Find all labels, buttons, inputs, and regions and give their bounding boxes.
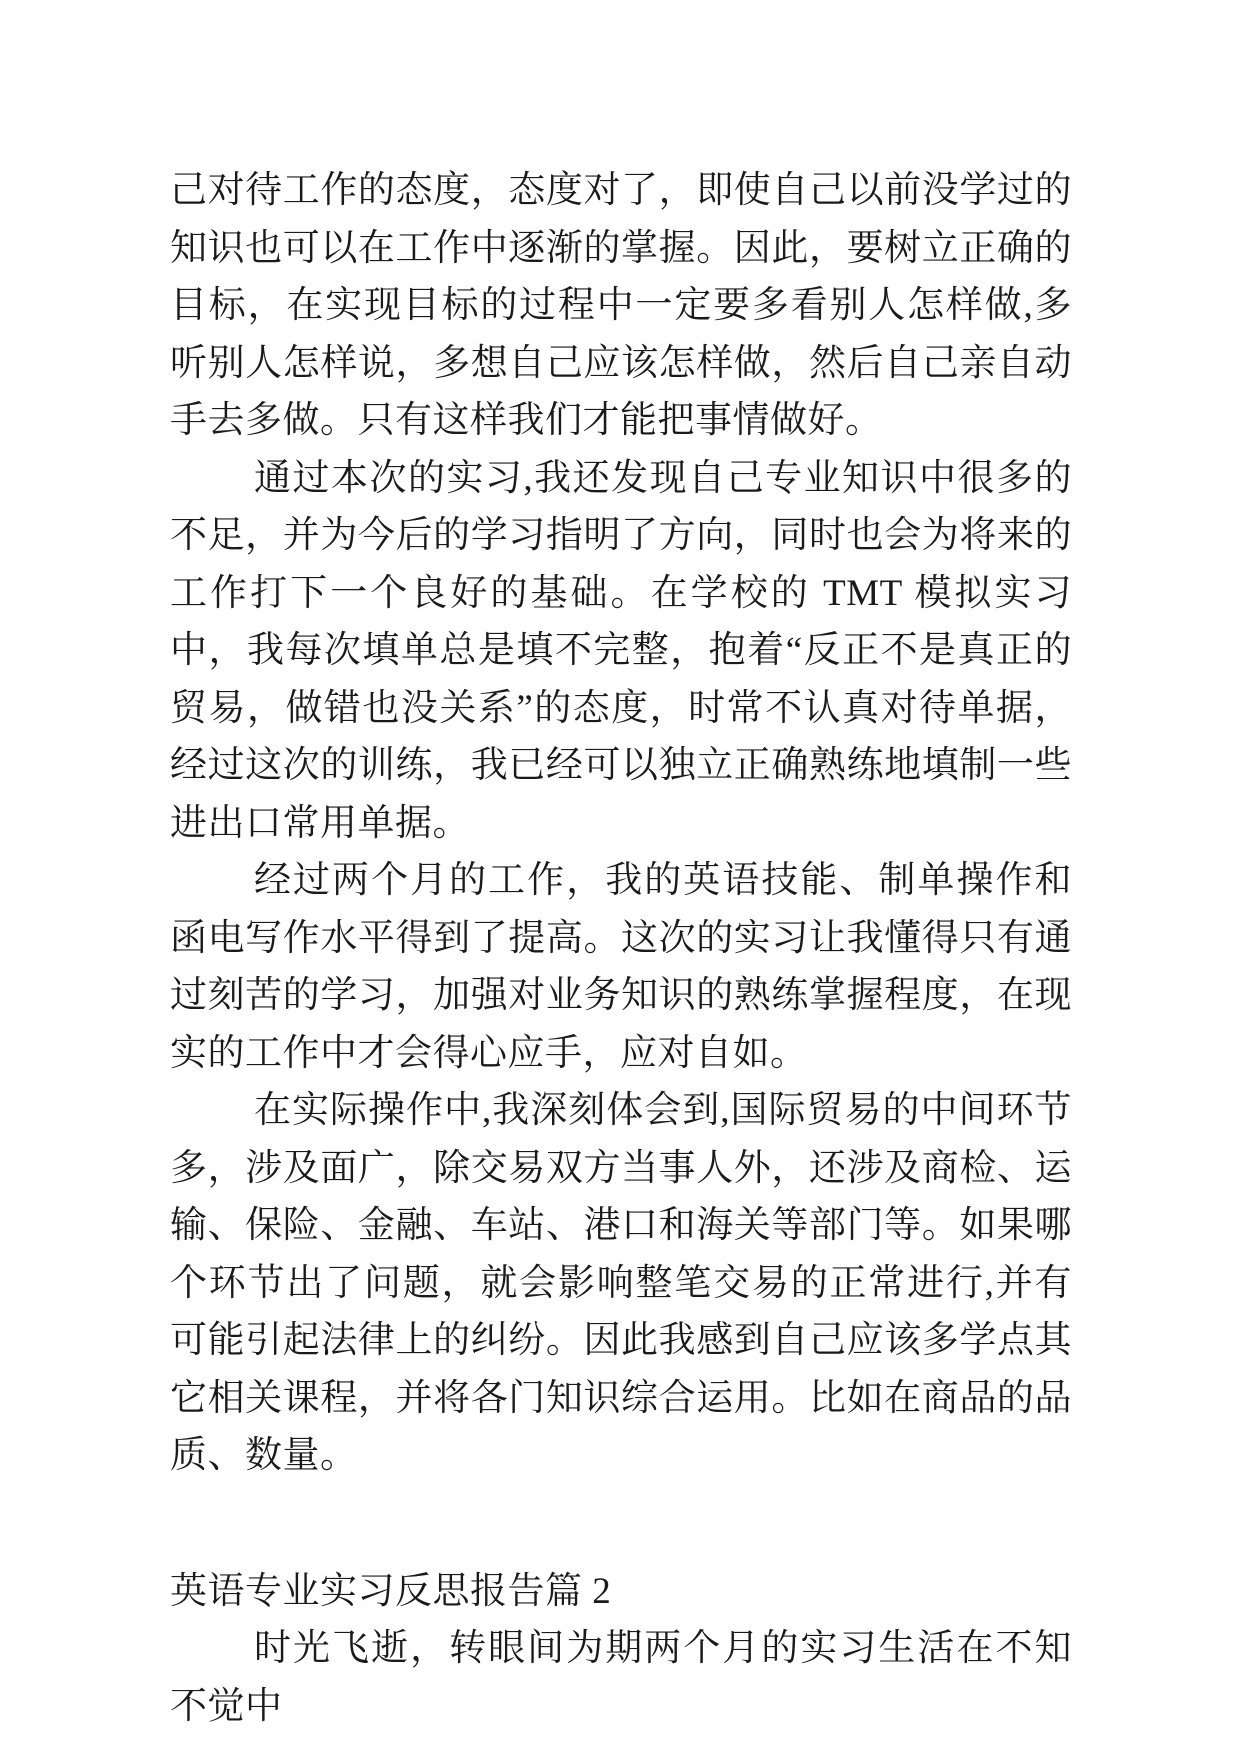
paragraph: 时光飞逝，转眼间为期两个月的实习生活在不知不觉中 xyxy=(170,1628,1072,1727)
section-heading: 英语专业实习反思报告篇 2 xyxy=(170,1570,612,1612)
paragraph-continuation: 己对待工作的态度，态度对了，即使自己以前没学过的知识也可以在工作中逐渐的掌握。因此，要树立正确的目标，在实现目标的过程中一定要多看别人怎样做,多听别人怎样说，多想自己应该怎样做，然后自己亲自动手去多做。只有这样我们才能把事情做好。 xyxy=(170,170,1072,441)
page-text-block xyxy=(170,162,1072,1735)
paragraph: 在实际操作中,我深刻体会到,国际贸易的中间环节多，涉及面广，除交易双方当事人外，还涉及商检、运输、保险、金融、车站、港口和海关等部门等。如果哪个环节出了问题，就会影响整笔交易的正常进行,并有可能引起法律上的纠纷。因此我感到自己应该多学点其它相关课程，并将各门知识综合运用。比如在商品的品质、数量。 xyxy=(170,1090,1072,1476)
paragraph: 经过两个月的工作，我的英语技能、制单操作和函电写作水平得到了提高。这次的实习让我懂得只有通过刻苦的学习，加强对业务知识的熟练掌握程度，在现实的工作中才会得心应手，应对自如。 xyxy=(170,860,1072,1074)
paragraph: 通过本次的实习,我还发现自己专业知识中很多的不足，并为今后的学习指明了方向，同时也会为将来的工作打下一个良好的基础。在学校的 TMT 模拟实习中，我每次填单总是填不完整，抱着“反正不是真正的贸易，做错也没关系”的态度，时常不认真对待单据，经过这次的训练，我已经可以独立正确熟练地填制一些进出口常用单据。 xyxy=(170,457,1072,844)
